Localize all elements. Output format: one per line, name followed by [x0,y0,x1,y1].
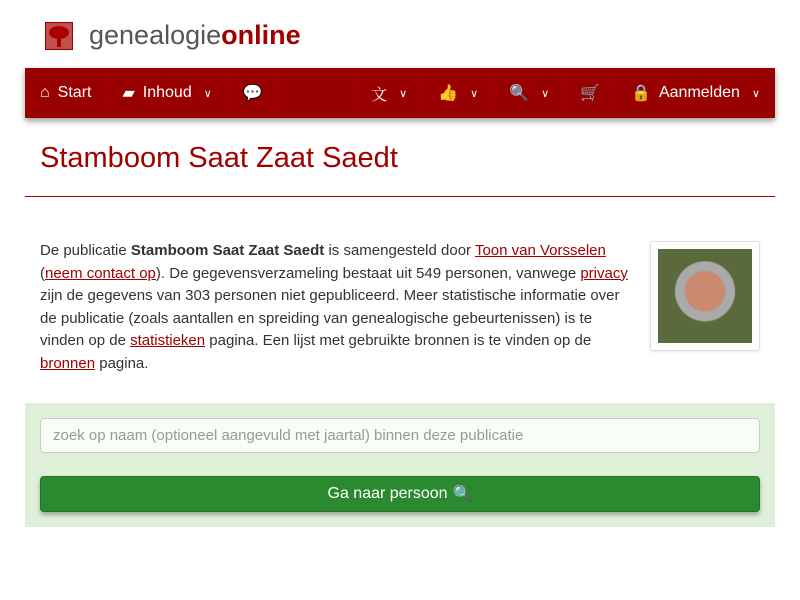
nav-start[interactable] [25,68,107,118]
author-link[interactable]: Toon van Vorsselen [474,242,606,259]
nav-forum[interactable] [228,68,277,118]
language-icon: 文 [371,86,388,104]
statistics-link[interactable]: statistieken [130,332,206,349]
nav-cart[interactable] [564,68,615,118]
site-logo[interactable] [45,20,301,51]
go-to-person-button[interactable] [40,476,760,512]
nav-search[interactable] [493,68,564,118]
chevron-down-icon: ∨ [541,87,550,100]
thumbs-up-icon: 👍 [438,85,459,102]
lock-icon: 🔒 [631,85,651,102]
nav-login-label: Aanmelden [658,84,740,101]
author-photo [650,241,760,351]
nav-language[interactable] [355,68,422,118]
contact-link[interactable]: neem contact op [45,264,156,282]
divider [25,196,775,197]
search-icon: 🔍 [509,85,530,102]
button-label: Ga naar persoon [327,485,448,502]
nav-login[interactable] [615,68,775,118]
chevron-down-icon: ∨ [751,87,760,100]
nav-inhoud[interactable] [107,68,227,118]
privacy-link[interactable]: privacy [580,264,628,282]
nav-start-label: Start [57,84,92,101]
home-icon: ⌂ [40,84,50,101]
chevron-down-icon: ∨ [399,87,408,100]
book-icon: ▰ [122,85,135,102]
cart-icon: 🛒 [580,85,601,102]
comments-icon: 💬 [242,85,263,102]
chevron-down-icon: ∨ [470,87,479,100]
page-title: Stamboom Saat Zaat Saedt [40,142,398,174]
logo-text: genealogieonline [89,20,301,50]
nav-inhoud-label: Inhoud [142,84,192,101]
chevron-down-icon: ∨ [203,87,212,100]
nav-like[interactable] [422,68,493,118]
person-search-input[interactable] [40,418,760,453]
search-panel [25,403,775,527]
main-nav [25,68,775,118]
publication-intro: De publicatie Stamboom Saat Zaat Saedt is samengesteld door Toon van Vorsselen (neem contact op). De gegevensverzameling bestaat uit 549 personen, vanwege privacy zijn de gegevens van 303 personen niet gepubliceerd. Meer statistische informatie over de publicatie (zoals aantallen en spreiding van genealogische gebeurtenissen) is te vinden op de statistieken pagina. Een lijst met gebruikte bronnen is te vinden op de bronnen pagina. [40,242,628,372]
tree-logo-icon [45,22,73,50]
sources-link[interactable]: bronnen [40,354,96,372]
search-icon: 🔍 [452,486,473,503]
